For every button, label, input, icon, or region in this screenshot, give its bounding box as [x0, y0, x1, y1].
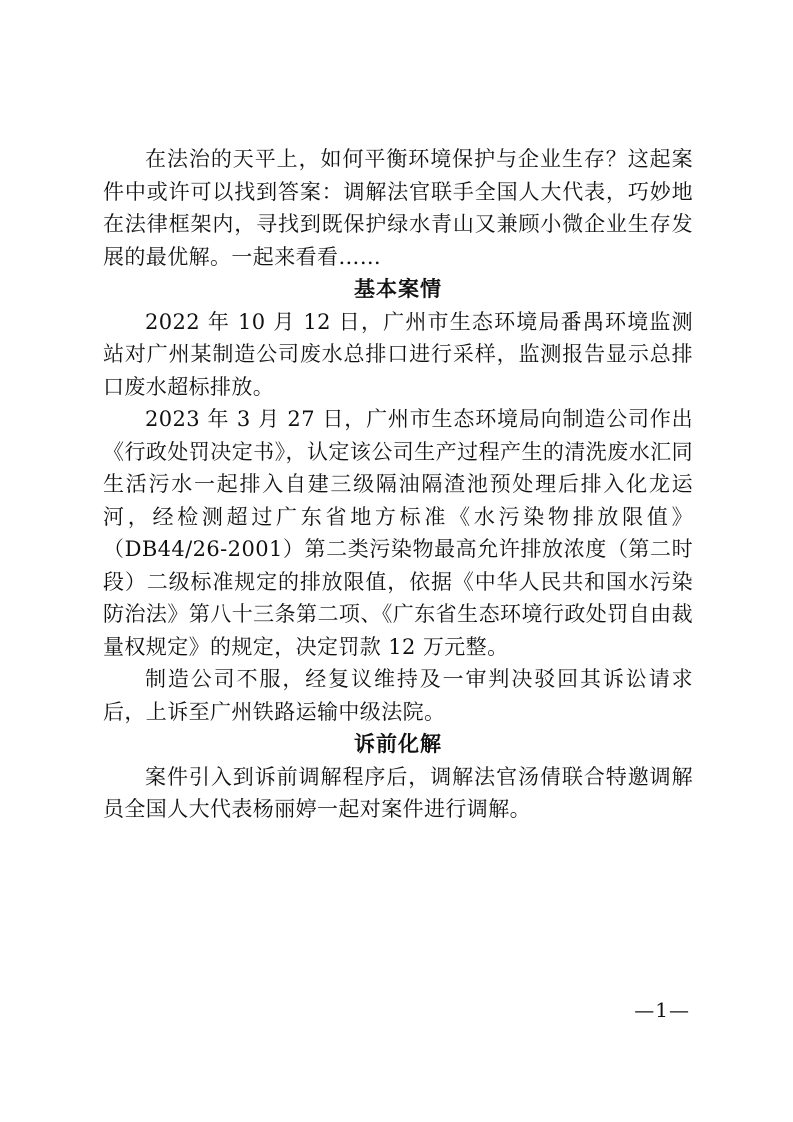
intro-paragraph: 在法治的天平上，如何平衡环境保护与企业生存？这起案件中或许可以找到答案：调解法官联手全国人大代表，巧妙地在法律框架内，寻找到既保护绿水青山又兼顾小微企业生存发展的最优解。一起来看看……	[103, 147, 693, 269]
page-number: —1—	[634, 998, 690, 1022]
case-paragraph-3: 制造公司不服，经复议维持及一审判决驳回其诉讼请求后，上诉至广州铁路运输中级法院。	[103, 667, 693, 724]
case-paragraph-1: 2022 年 10 月 12 日，广州市生态环境局番禺环境监测站对广州某制造公司废水总排口进行采样，监测报告显示总排口废水超标排放。	[103, 309, 693, 399]
mediation-paragraph-1: 案件引入到诉前调解程序后，调解法官汤倩联合特邀调解员全国人大代表杨丽婷一起对案件进行调解。	[103, 764, 693, 821]
document-body	[103, 143, 693, 826]
section-heading-basic-facts: 基本案情	[354, 277, 442, 301]
case-paragraph-2: 2023 年 3 月 27 日，广州市生态环境局向制造公司作出《行政处罚决定书》，认定该公司生产过程产生的清洗废水汇同生活污水一起排入自建三级隔油隔渣池预处理后排入化龙运河，经检测超过广东省地方标准《水污染物排放限值》（DB44/26-2001）第二类污染物最高允许排放浓度（第二时段）二级标准规定的排放限值，依据《中华人民共和国水污染防治法》第八十三条第二项、《广东省生态环境行政处罚自由裁量权规定》的规定，决定罚款 12 万元整。	[103, 407, 693, 659]
section-heading-pre-litigation: 诉前化解	[354, 732, 442, 756]
